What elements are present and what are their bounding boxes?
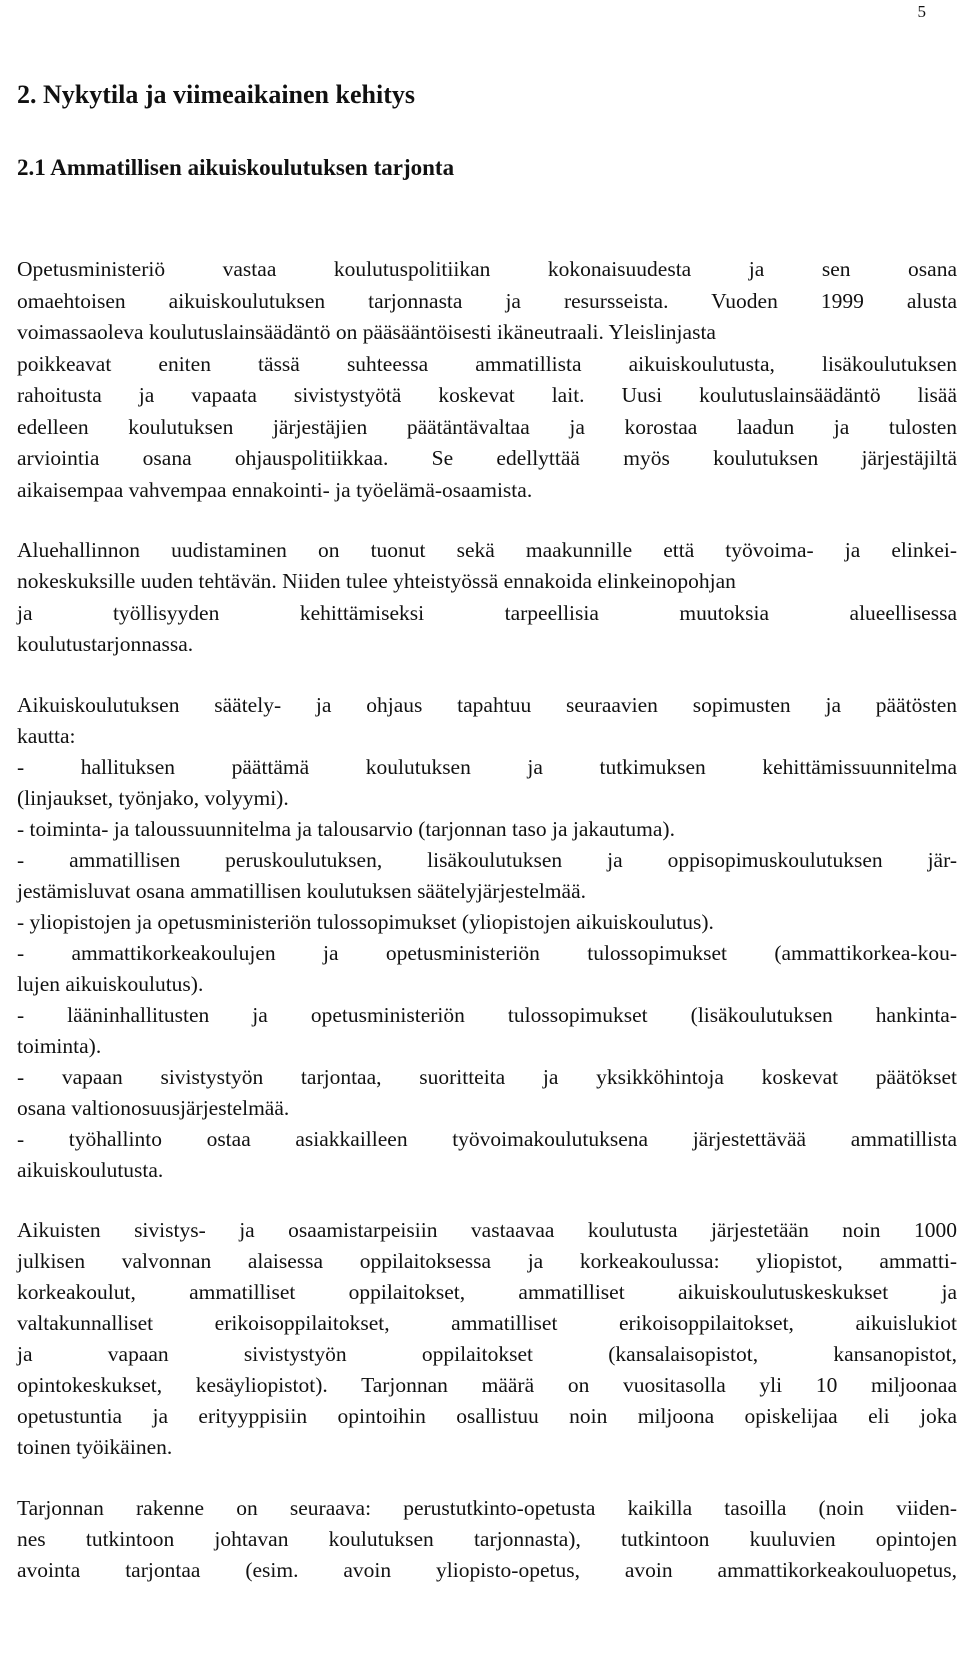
text-line: opintokeskukset, kesäyliopistot). Tarjonnan määrä on vuositasolla yli 10 miljoonaa (17, 1373, 957, 1397)
text-line: aikuiskoulutusta. (17, 1158, 164, 1182)
text-line: poikkeavat eniten tässä suhteessa ammatillista aikuiskoulutusta, lisäkoulutuksen (17, 352, 957, 376)
text-line: ja vapaan sivistystyön oppilaitokset (kansalaisopistot, kansanopistot, (17, 1342, 957, 1366)
text-line: koulutustarjonnassa. (17, 632, 194, 656)
text-line: kautta: (17, 724, 76, 748)
subsection-heading: 2.1 Ammatillisen aikuiskoulutuksen tarjonta (17, 155, 455, 180)
text-line: osana valtionosuusjärjestelmää. (17, 1096, 290, 1120)
section-heading: 2. Nykytila ja viimeaikainen kehitys (17, 80, 415, 109)
text-line: - ammattikorkeakoulujen ja opetusministeriön tulossopimukset (ammattikorkea-kou- (17, 941, 957, 965)
text-line: valtakunnalliset erikoisoppilaitokset, ammatilliset erikoisoppilaitokset, aikuislukiot (17, 1311, 957, 1335)
text-line: opetustuntia ja erityyppisiin opintoihin osallistuu noin miljoona opiskelijaa eli joka (17, 1404, 957, 1428)
text-line: - ammatillisen peruskoulutuksen, lisäkoulutuksen ja oppisopimuskoulutuksen jär- (17, 848, 957, 872)
text-line: Tarjonnan rakenne on seuraava: perustutkinto-opetusta kaikilla tasoilla (noin viiden- (17, 1496, 957, 1520)
text-line: lujen aikuiskoulutus). (17, 972, 204, 996)
text-line: - toiminta- ja taloussuunnitelma ja talousarvio (tarjonnan taso ja jakautuma). (17, 817, 675, 841)
text-line: voimassaoleva koulutuslainsäädäntö on pääsääntöisesti ikäneutraali. Yleislinjasta (17, 320, 716, 344)
text-line: (linjaukset, työnjako, volyymi). (17, 786, 289, 810)
text-line: toiminta). (17, 1034, 102, 1058)
text-line: - vapaan sivistystyön tarjontaa, suoritteita ja yksikköhintoja koskevat päätökset (17, 1065, 957, 1089)
text-line: Aluehallinnon uudistaminen on tuonut sekä maakunnille että työvoima- ja elinkei- (17, 538, 957, 562)
text-line: - työhallinto ostaa asiakkailleen työvoimakoulutuksena järjestettävää ammatillista (17, 1127, 957, 1151)
text-line: nes tutkintoon johtavan koulutuksen tarjonnasta), tutkintoon kuuluvien opintojen (17, 1527, 957, 1551)
text-line: Opetusministeriö vastaa koulutuspolitiikan kokonaisuudesta ja sen osana (17, 257, 957, 281)
text-line: Aikuiskoulutuksen säätely- ja ohjaus tapahtuu seuraavien sopimusten ja päätösten (17, 693, 957, 717)
text-line: avointa tarjontaa (esim. avoin yliopisto-opetus, avoin ammattikorkeakouluopetus, (17, 1558, 957, 1582)
text-line: nokeskuksille uuden tehtävän. Niiden tulee yhteistyössä ennakoida elinkeinopohjan (17, 569, 736, 593)
text-line: rahoitusta ja vapaata sivistystyötä koskevat lait. Uusi koulutuslainsäädäntö lisää (17, 383, 957, 407)
text-line: toinen työikäinen. (17, 1435, 173, 1459)
text-line: arviointia osana ohjauspolitiikkaa. Se edellyttää myös koulutuksen järjestäjiltä (17, 446, 957, 470)
text-line: julkisen valvonnan alaisessa oppilaitoksessa ja korkeakoulussa: yliopistot, ammatti- (17, 1249, 957, 1273)
page-number: 5 (917, 2, 926, 21)
text-line: jestämisluvat osana ammatillisen koulutuksen säätelyjärjestelmää. (17, 879, 586, 903)
text-line: ja työllisyyden kehittämiseksi tarpeellisia muutoksia alueellisessa (17, 601, 957, 625)
text-line: aikaisempaa vahvempaa ennakointi- ja työelämä-osaamista. (17, 478, 533, 502)
text-line: - lääninhallitusten ja opetusministeriön tulossopimukset (lisäkoulutuksen hankinta- (17, 1003, 957, 1027)
text-line: - hallituksen päättämä koulutuksen ja tutkimuksen kehittämissuunnitelma (17, 755, 957, 779)
text-line: edelleen koulutuksen järjestäjien päätäntävaltaa ja korostaa laadun ja tulosten (17, 415, 957, 439)
text-line: korkeakoulut, ammatilliset oppilaitokset, ammatilliset aikuiskoulutuskeskukset ja (17, 1280, 957, 1304)
text-line: omaehtoisen aikuiskoulutuksen tarjonnasta ja resursseista. Vuoden 1999 alusta (17, 289, 957, 313)
text-line: - yliopistojen ja opetusministeriön tulossopimukset (yliopistojen aikuiskoulutus). (17, 910, 714, 934)
text-line: Aikuisten sivistys- ja osaamistarpeisiin vastaavaa koulutusta järjestetään noin 1000 (17, 1218, 957, 1242)
